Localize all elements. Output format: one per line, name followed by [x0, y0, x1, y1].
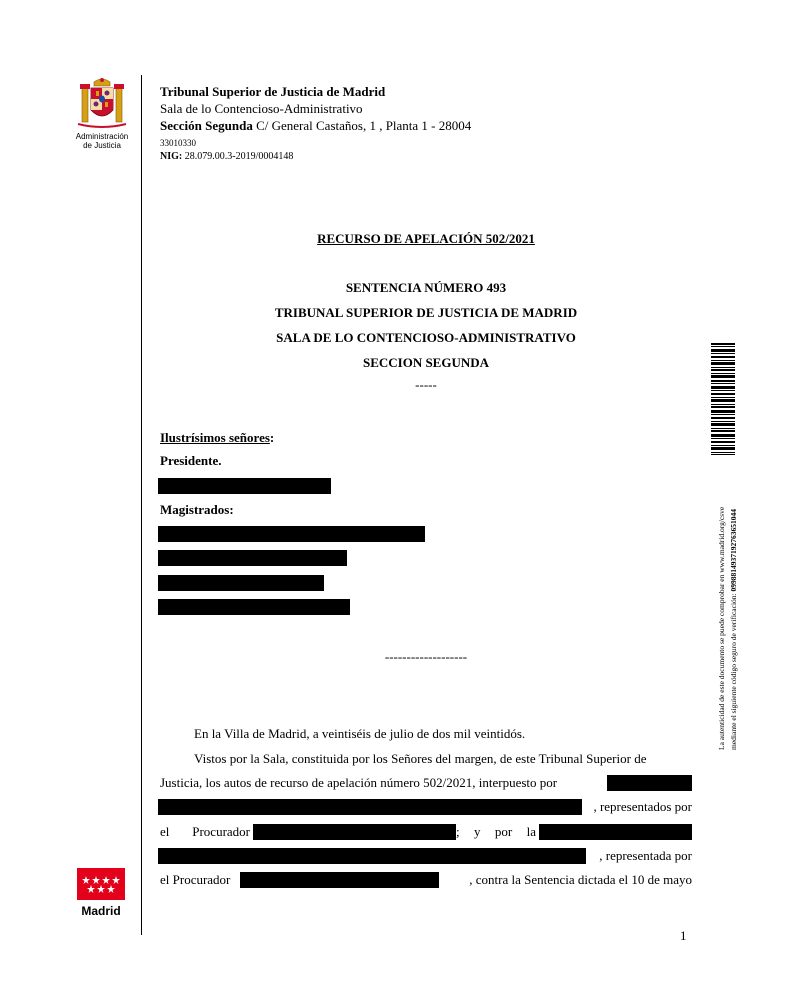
verification-note — [716, 450, 742, 750]
verification-text: mediante el siguiente código seguro de verificación: — [729, 593, 738, 750]
redacted-president — [158, 478, 331, 494]
nig-value: 28.079.00.3-2019/0004148 — [182, 151, 294, 162]
redacted-procurador-1 — [253, 824, 456, 840]
verification-line-1: La autenticidad de este documento se puede comprobar en www.madrid.org/csve — [717, 506, 726, 750]
chamber-title: SALA DE LO CONTENCIOSO-ADMINISTRATIVO — [276, 330, 576, 345]
body-line-2: Vistos por la Sala, constituida por los Señores del margen, de este Tribunal Superior de — [194, 751, 647, 766]
margin-rule — [141, 75, 142, 935]
word: Procurador — [192, 824, 250, 839]
word: ; — [456, 824, 460, 839]
separator-short: ----- — [415, 377, 437, 392]
madrid-stars-icon — [77, 868, 125, 900]
page-number: 1 — [680, 928, 687, 943]
redacted-appellant-cont — [158, 799, 582, 815]
redacted-procurador-2 — [240, 872, 439, 888]
judges-heading-colon: : — [269, 430, 275, 445]
redacted-magistrate — [158, 550, 347, 566]
redacted-magistrate — [158, 575, 324, 591]
appeal-title — [160, 231, 692, 247]
line-5-mid-words — [456, 824, 536, 840]
judges-heading-text: Ilustrísimos señores — [160, 430, 270, 445]
body-line-3: Justicia, los autos de recurso de apelación número 502/2021, interpuesto por — [160, 775, 558, 790]
admin-label-line: Administración — [75, 132, 129, 141]
body-line-5-start — [160, 824, 250, 840]
sentence-number: SENTENCIA NÚMERO 493 — [345, 280, 507, 295]
word: y — [474, 824, 481, 839]
address-text: C/ General Castaños, 1 , Planta 1 - 28004 — [252, 118, 472, 133]
verification-line-2 — [728, 450, 740, 750]
coat-of-arms-icon — [74, 76, 130, 132]
word: por — [494, 824, 513, 839]
court-title: TRIBUNAL SUPERIOR DE JUSTICIA DE MADRID — [274, 305, 578, 320]
magistrates-label: Magistrados: — [160, 502, 234, 517]
admin-label-line: de Justicia — [83, 141, 121, 150]
body-line-4-end: , representados por — [593, 799, 692, 814]
verification-code: 0998814937192763651044 — [729, 509, 738, 594]
admin-justicia-label — [70, 132, 134, 150]
judges-heading — [160, 430, 274, 446]
section-label: Sección Segunda — [160, 118, 253, 133]
body-line-5-mid — [456, 824, 536, 840]
line-5-start-words — [160, 824, 250, 840]
redacted-magistrate — [158, 526, 425, 542]
separator-long: ------------------- — [384, 649, 468, 664]
section-title: SECCION SEGUNDA — [362, 355, 490, 370]
barcode-icon — [711, 343, 735, 455]
appeal-title-text: RECURSO DE APELACIÓN 502/2021 — [317, 231, 535, 246]
madrid-flag-icon — [77, 868, 125, 900]
body-line-6-end: , representada por — [599, 848, 692, 863]
madrid-logo-text: Madrid — [81, 904, 121, 918]
redacted-magistrate — [158, 599, 350, 615]
chamber-name: Sala de lo Contencioso-Administrativo — [160, 101, 363, 116]
president-label: Presidente. — [160, 453, 222, 468]
court-name: Tribunal Superior de Justicia de Madrid — [160, 84, 386, 99]
nig-label: NIG: — [160, 151, 183, 162]
section-address — [160, 118, 471, 134]
word: el — [160, 824, 170, 839]
body-line-7-start: el Procurador — [160, 872, 231, 887]
court-code: 33010330 — [160, 138, 196, 148]
body-line-7-end: , contra la Sentencia dictada el 10 de mayo — [469, 872, 692, 887]
redacted-appellant — [607, 775, 692, 791]
word: la — [526, 824, 536, 839]
nig-line — [160, 151, 293, 162]
redacted-party-2-cont — [158, 848, 586, 864]
body-line-1: En la Villa de Madrid, a veintiséis de julio de dos mil veintidós. — [194, 726, 526, 741]
redacted-party-2 — [539, 824, 692, 840]
